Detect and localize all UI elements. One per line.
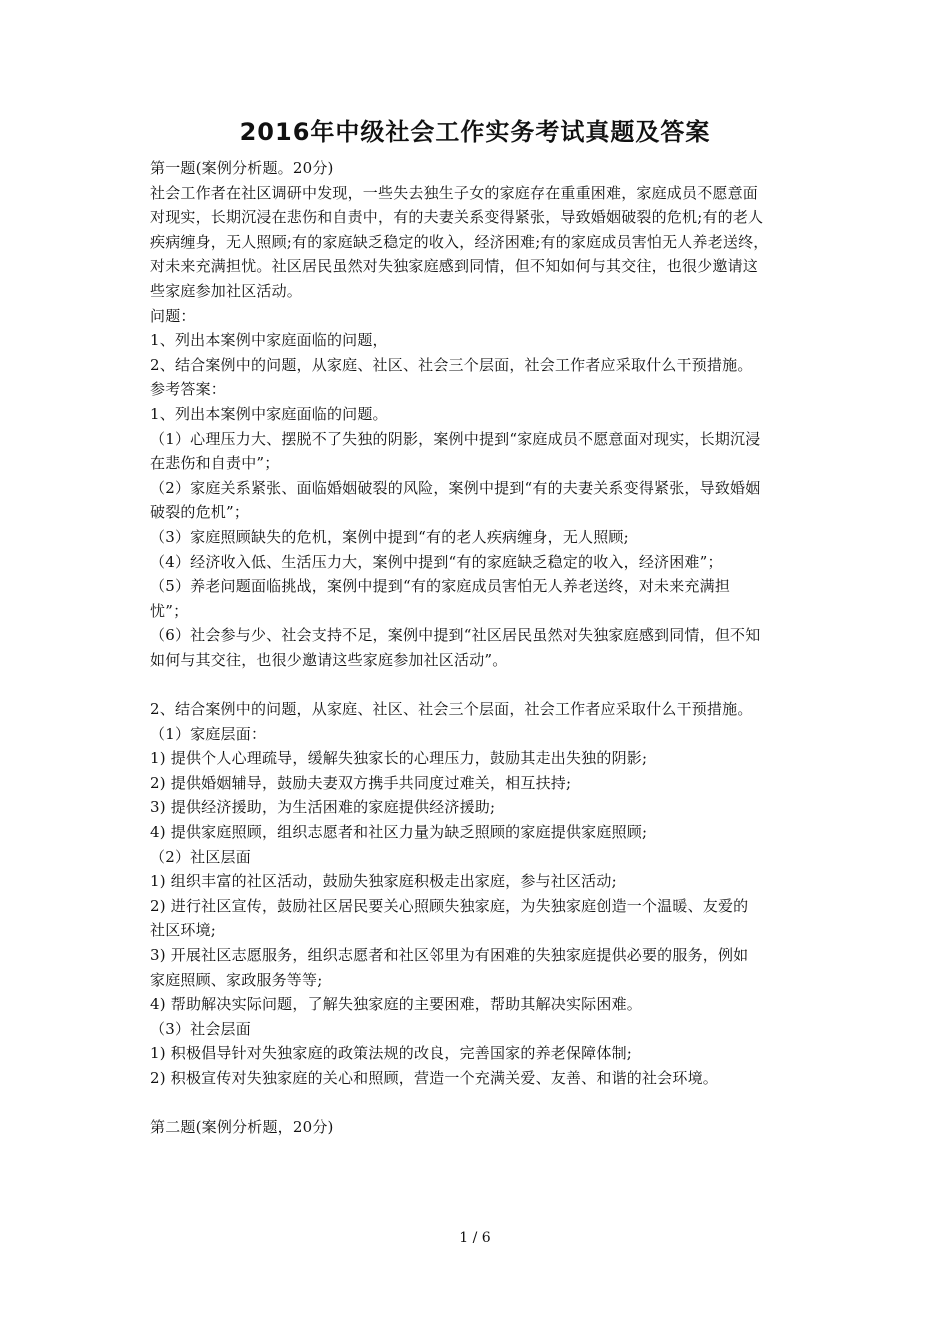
text-line: 第一题(案例分析题。20分) [150,159,334,177]
text-line: （2）家庭关系紧张、面临婚姻破裂的风险，案例中提到“有的夫妻关系变得紧张，导致婚姻 [150,478,761,497]
text-line: 在悲伤和自责中”； [150,454,280,473]
text-line: 1) 积极倡导针对失独家庭的政策法规的改良，完善国家的养老保障体制; [150,1044,633,1063]
text-line: 3) 提供经济援助，为生活困难的家庭提供经济援助; [150,798,496,817]
text-line: 3) 开展社区志愿服务，组织志愿者和社区邻里为有困难的失独家庭提供必要的服务，例如 [150,946,749,964]
document-title: 2016年中级社会工作实务考试真题及答案 [239,118,711,146]
text-line: 2) 积极宣传对失独家庭的关心和照顾，营造一个充满关爱、友善、和谐的社会环境。 [150,1068,718,1087]
text-line: 2) 提供婚姻辅导，鼓励夫妻双方携手共同度过难关，相互扶持; [150,773,572,792]
text-line: （2）社区层面 [150,847,251,866]
text-line: 参考答案： [150,380,227,399]
text-line: 2) 进行社区宣传，鼓励社区居民要关心照顾失独家庭，为失独家庭创造一个温暖、友爱的 [150,896,749,915]
text-line: 社会工作者在社区调研中发现，一些失去独生子女的家庭存在重重困难，家庭成员不愿意面 [150,183,759,202]
text-line: 2、结合案例中的问题，从家庭、社区、社会三个层面，社会工作者应采取什么干预措施。 [150,700,753,719]
blank-line [150,1091,810,1116]
text-line: （1）家庭层面： [150,724,267,743]
text-line: （3）社会层面 [150,1019,251,1038]
text-line: 1) 提供个人心理疏导，缓解失独家长的心理压力，鼓励其走出失独的阴影; [150,749,648,768]
text-line: （4）经济收入低、生活压力大，案例中提到“有的家庭缺乏稳定的收入，经济困难”； [150,552,723,571]
text-line: 社区环境; [150,921,217,940]
text-line: 对未来充满担忧。社区居民虽然对失独家庭感到同情，但不知如何与其交往，也很少邀请这 [150,257,759,276]
text-line: 对现实，长期沉浸在悲伤和自责中，有的夫妻关系变得紧张，导致婚姻破裂的危机;有的老人 [150,208,764,227]
text-line: 2、结合案例中的问题，从家庭、社区、社会三个层面，社会工作者应采取什么干预措施。 [150,355,753,374]
text-line: 问题： [150,306,196,325]
document-body [150,156,810,1140]
text-line: （6）社会参与少、社会支持不足，案例中提到“社区居民虽然对失独家庭感到同情，但不知 [150,626,761,645]
text-line: 破裂的危机”； [150,503,250,522]
text-line: 1) 组织丰富的社区活动，鼓励失独家庭积极走出家庭，参与社区活动; [150,872,617,891]
text-line: （1）心理压力大、摆脱不了失独的阴影，案例中提到“家庭成员不愿意面对现实，长期沉浸 [150,429,761,448]
text-line: 1、列出本案例中家庭面临的问题。 [150,404,388,423]
text-line: 些家庭参加社区活动。 [150,281,303,300]
text-line: （3）家庭照顾缺失的危机，案例中提到“有的老人疾病缠身，无人照顾; [150,527,629,546]
text-line: 1、列出本案例中家庭面临的问题， [150,331,388,350]
text-line: 家庭照顾、家政服务等等; [150,970,323,989]
text-line: （5）养老问题面临挑战，案例中提到“有的家庭成员害怕无人养老送终，对未来充满担 [150,577,731,596]
blank-line [150,672,810,697]
text-line: 疾病缠身，无人照顾;有的家庭缺乏稳定的收入，经济困难;有的家庭成员害怕无人养老送终， [150,232,769,251]
text-line: 如何与其交往，也很少邀请这些家庭参加社区活动”。 [150,650,508,669]
text-line: 忧”； [150,601,189,620]
text-line: 4) 提供家庭照顾，组织志愿者和社区力量为缺乏照顾的家庭提供家庭照顾; [150,823,648,842]
text-line: 第二题(案例分析题，20分) [150,1118,334,1137]
page-number: 1 / 6 [459,1230,491,1246]
text-line: 4) 帮助解决实际问题，了解失独家庭的主要困难，帮助其解决实际困难。 [150,995,642,1014]
